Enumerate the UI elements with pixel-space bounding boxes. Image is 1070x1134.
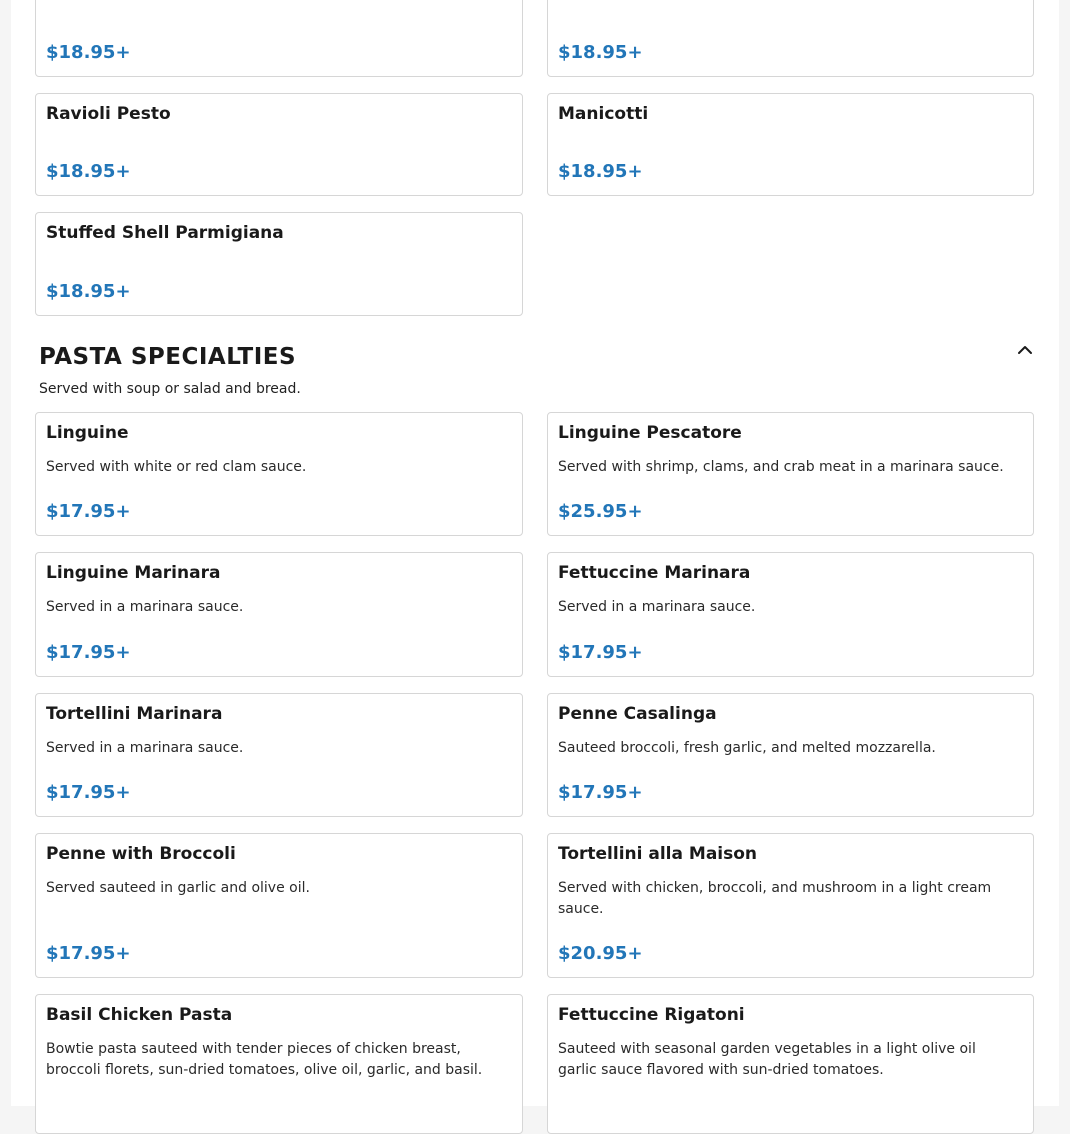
item-description: Served in a marinara sauce. bbox=[46, 740, 244, 756]
menu-item-card[interactable] bbox=[35, 412, 523, 536]
item-description: Sauteed with seasonal garden vegetables in a light olive oil garlic sauce flavored with sun-dried tomatoes. bbox=[558, 1041, 976, 1078]
menu-item-card[interactable] bbox=[35, 0, 523, 77]
section-title: PASTA SPECIALTIES bbox=[39, 344, 297, 370]
item-price: $18.95+ bbox=[46, 161, 131, 182]
item-name: Penne Casalinga bbox=[558, 704, 717, 724]
item-price: $18.95+ bbox=[558, 42, 643, 63]
item-description: Sauteed broccoli, fresh garlic, and melted mozzarella. bbox=[558, 740, 936, 756]
item-name: Penne with Broccoli bbox=[46, 844, 236, 864]
item-description: Served sauteed in garlic and olive oil. bbox=[46, 880, 310, 896]
item-description: Served with white or red clam sauce. bbox=[46, 459, 307, 475]
item-name: Fettuccine Marinara bbox=[558, 563, 751, 583]
item-description: Served with shrimp, clams, and crab meat in a marinara sauce. bbox=[558, 459, 1004, 475]
menu-item-card[interactable] bbox=[547, 994, 1034, 1134]
menu-item-card[interactable] bbox=[547, 0, 1034, 77]
section-subtitle: Served with soup or salad and bread. bbox=[39, 381, 301, 397]
item-name: Linguine Marinara bbox=[46, 563, 221, 583]
menu-item-card[interactable] bbox=[35, 212, 523, 316]
item-price: $18.95+ bbox=[558, 161, 643, 182]
menu-item-card[interactable] bbox=[547, 552, 1034, 677]
item-price: $17.95+ bbox=[46, 782, 131, 803]
item-name bbox=[46, 0, 512, 2]
item-name: Basil Chicken Pasta bbox=[46, 1005, 233, 1025]
menu-item-card[interactable] bbox=[35, 833, 523, 978]
item-name: Linguine Pescatore bbox=[558, 423, 742, 443]
item-price: $18.95+ bbox=[46, 42, 131, 63]
menu-item-card[interactable] bbox=[547, 412, 1034, 536]
item-description: Bowtie pasta sauteed with tender pieces of chicken breast, broccoli florets, sun-dried tomatoes, olive oil, garlic, and basil. bbox=[46, 1041, 483, 1078]
menu-item-card[interactable] bbox=[35, 93, 523, 196]
item-price: $17.95+ bbox=[46, 943, 131, 964]
item-name: Linguine bbox=[46, 423, 129, 443]
item-name: Ravioli Pesto bbox=[46, 104, 171, 124]
menu-item-card[interactable] bbox=[547, 693, 1034, 817]
item-name: Tortellini alla Maison bbox=[558, 844, 758, 864]
item-description: Served with chicken, broccoli, and mushroom in a light cream sauce. bbox=[558, 880, 992, 917]
item-description: Served in a marinara sauce. bbox=[46, 599, 244, 615]
item-price: $20.95+ bbox=[558, 943, 643, 964]
menu-item-card[interactable] bbox=[35, 693, 523, 817]
item-price: $25.95+ bbox=[558, 501, 643, 522]
menu-item-card[interactable] bbox=[547, 93, 1034, 196]
item-price: $18.95+ bbox=[46, 281, 131, 302]
item-name: Stuffed Shell Parmigiana bbox=[46, 223, 284, 243]
item-price: $17.95+ bbox=[558, 642, 643, 663]
item-price: $17.95+ bbox=[46, 501, 131, 522]
item-price: $17.95+ bbox=[46, 642, 131, 663]
item-name: Manicotti bbox=[558, 104, 649, 124]
chevron-up-icon[interactable] bbox=[1015, 340, 1035, 360]
menu-item-card[interactable] bbox=[547, 833, 1034, 978]
item-price: $17.95+ bbox=[558, 782, 643, 803]
item-name: Fettuccine Rigatoni bbox=[558, 1005, 745, 1025]
menu-page bbox=[11, 0, 1059, 1106]
item-description: Served in a marinara sauce. bbox=[558, 599, 756, 615]
item-name bbox=[558, 0, 1023, 2]
menu-item-card[interactable] bbox=[35, 552, 523, 677]
menu-item-card[interactable] bbox=[35, 994, 523, 1134]
item-name: Tortellini Marinara bbox=[46, 704, 223, 724]
